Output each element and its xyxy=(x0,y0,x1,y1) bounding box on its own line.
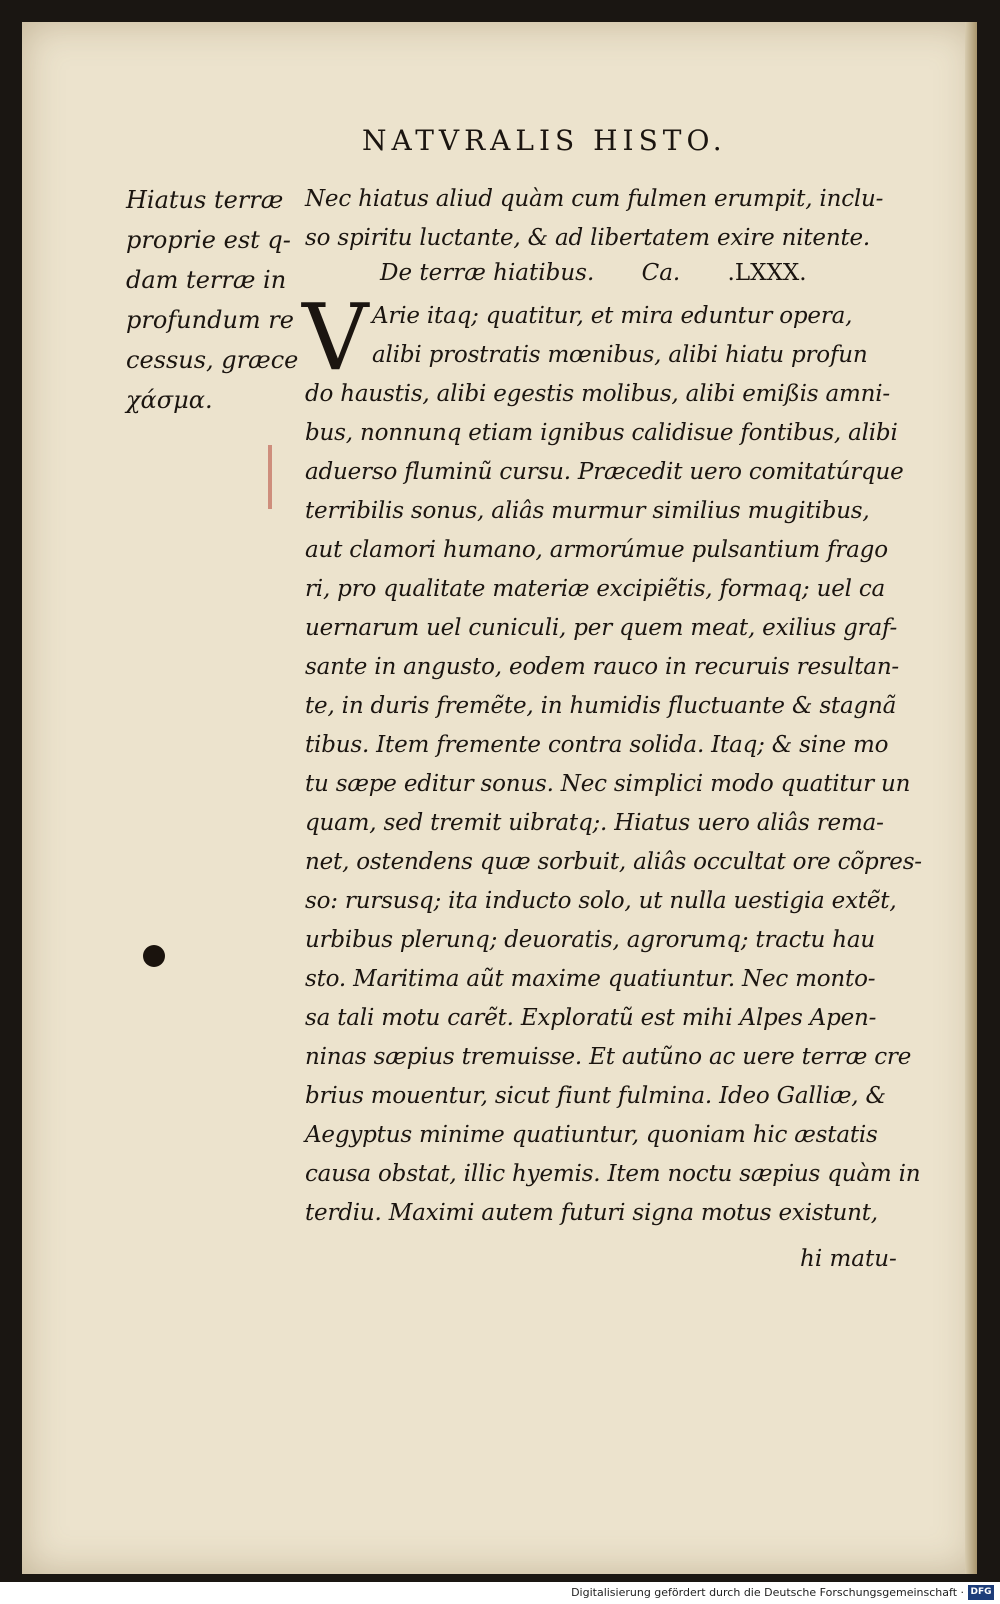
running-head: NATVRALIS HISTO. xyxy=(362,124,727,157)
text-line: terdiu. Maximi autem futuri signa motus existunt, xyxy=(305,1200,878,1226)
marginal-note-line: proprie est q- xyxy=(126,226,291,254)
drop-cap: V xyxy=(302,284,369,391)
marginal-note xyxy=(126,180,306,420)
chapter-number: .LXXX. xyxy=(727,260,807,286)
catchword: hi matu- xyxy=(800,1246,897,1272)
text-line: Nec hiatus aliud quàm cum fulmen erumpit, inclu- xyxy=(305,186,884,212)
chapter-title: De terræ hiatibus. xyxy=(380,260,595,286)
text-line: brius mouentur, sicut fiunt fulmina. Ideo Galliæ, & xyxy=(305,1083,886,1109)
text-line: bus, nonnunq etiam ignibus calidisue fontibus, alibi xyxy=(305,420,898,446)
digitization-footer xyxy=(0,1582,1000,1604)
rubric-mark xyxy=(268,445,272,509)
text-line: quam, sed tremit uibratq;. Hiatus uero aliâs rema- xyxy=(305,810,884,836)
dfg-logo: DFG xyxy=(968,1585,994,1600)
text-line: Arie itaq; quatitur, et mira eduntur opera, xyxy=(372,303,853,329)
text-line: tu sæpe editur sonus. Nec simplici modo quatitur un xyxy=(305,771,911,797)
marginal-note-line: χάσμα. xyxy=(126,386,213,414)
body-opening xyxy=(305,180,925,258)
text-line: sante in angusto, eodem rauco in recuruis resultan- xyxy=(305,654,899,680)
text-line: tibus. Item fremente contra solida. Itaq; & sine mo xyxy=(305,732,889,758)
marginal-note-line: cessus, græce xyxy=(126,346,299,374)
text-line: do haustis, alibi egestis molibus, alibi emißis amni- xyxy=(305,381,890,407)
text-line: so: rursusq; ita inducto solo, ut nulla uestigia extẽt, xyxy=(305,888,897,914)
text-line: net, ostendens quæ sorbuit, aliâs occultat ore cõpres- xyxy=(305,849,922,875)
page-edge xyxy=(965,22,977,1574)
text-line: Aegyptus minime quatiuntur, quoniam hic æstatis xyxy=(305,1122,878,1148)
text-line: urbibus plerunq; deuoratis, agrorumq; tractu hau xyxy=(305,927,875,953)
chapter-heading xyxy=(380,260,807,286)
marginal-note-line: profundum re xyxy=(126,306,294,334)
ink-blot xyxy=(143,945,165,967)
footer-credit: Digitalisierung gefördert durch die Deutsche Forschungsgemeinschaft · xyxy=(571,1586,964,1599)
marginal-note-line: Hiatus terræ xyxy=(126,186,284,214)
chapter-abbr: Ca. xyxy=(641,260,681,286)
text-line: terribilis sonus, aliâs murmur similius mugitibus, xyxy=(305,498,870,524)
text-line: sto. Maritima aũt maxime quatiuntur. Nec monto- xyxy=(305,966,876,992)
text-line: ri, pro qualitate materiæ excipiẽtis, formaq; uel ca xyxy=(305,576,886,602)
text-line: sa tali motu carẽt. Exploratũ est mihi Alpes Apen- xyxy=(305,1005,877,1031)
text-line: causa obstat, illic hyemis. Item noctu sæpius quàm in xyxy=(305,1161,921,1187)
text-line: uernarum uel cuniculi, per quem meat, exilius graf- xyxy=(305,615,898,641)
text-line: ninas sæpius tremuisse. Et autũno ac uere terræ cre xyxy=(305,1044,912,1070)
text-line: so spiritu luctante, & ad libertatem exire nitente. xyxy=(305,225,871,251)
text-line: te, in duris fremẽte, in humidis fluctuante & stagnã xyxy=(305,693,897,719)
text-line: aduerso fluminũ cursu. Præcedit uero comitatúrque xyxy=(305,459,904,485)
dropcap-lines xyxy=(372,297,932,375)
text-line: aut clamori humano, armorúmue pulsantium frago xyxy=(305,537,888,563)
marginal-note-line: dam terræ in xyxy=(126,266,287,294)
text-line: alibi prostratis mœnibus, alibi hiatu profun xyxy=(372,342,868,368)
body-main xyxy=(305,375,925,1233)
